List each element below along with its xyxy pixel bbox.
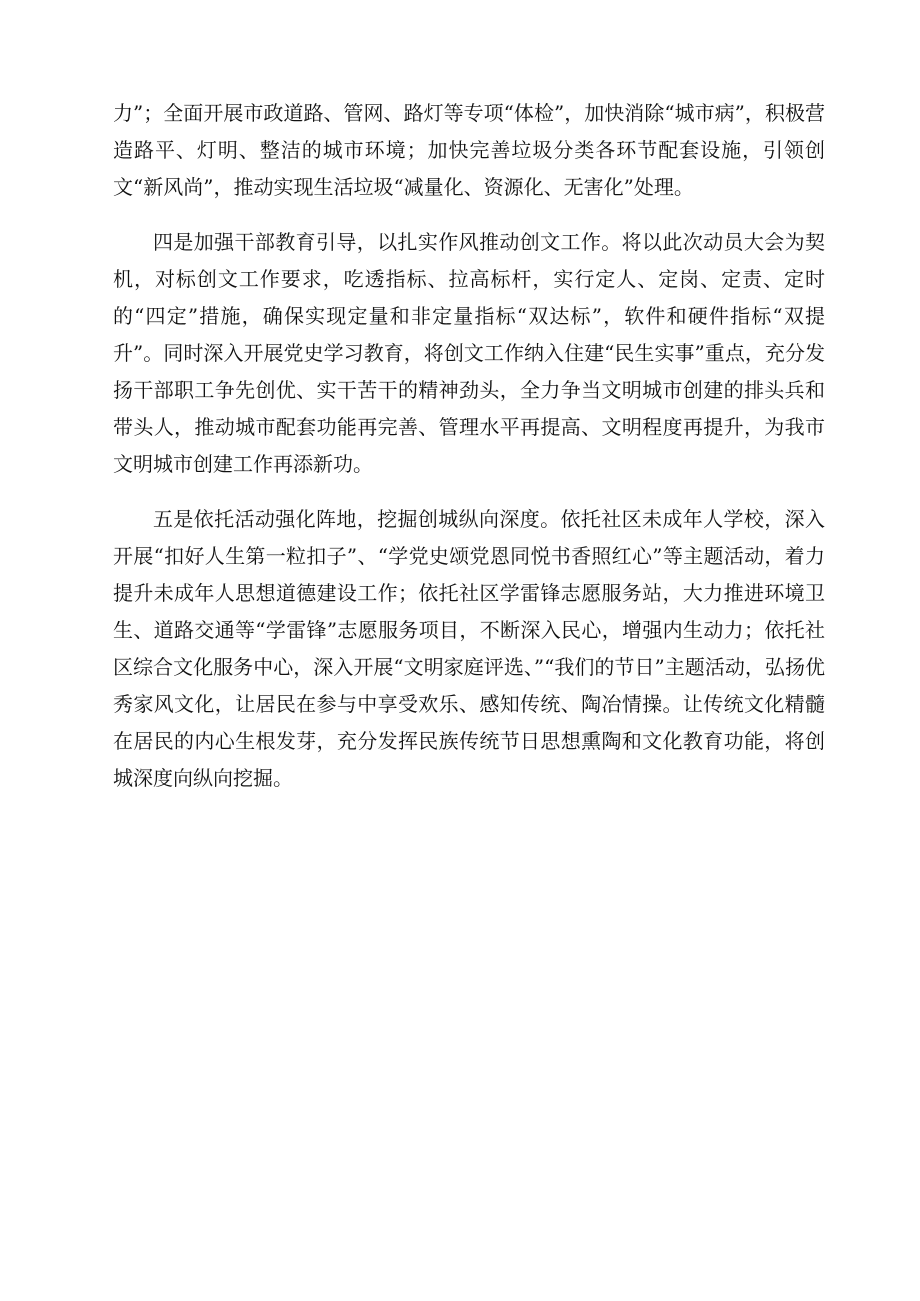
document-body xyxy=(113,95,825,815)
paragraph-activity-positions: 五是依托活动强化阵地，挖掘创城纵向深度。依托社区未成年人学校，深入开展“扣好人生第一粒扣子”、“学党史颂党恩同悦书香照红心”等主题活动，着力提升未成年人思想道德建设工作；依托社区学雷锋志愿服务站，大力推进环境卫生、道路交通等“学雷锋”志愿服务项目，不断深入民心，增强内生动力；依托社区综合文化服务中心，深入开展“文明家庭评选、”“我们的节日”主题活动，弘扬优秀家风文化，让居民在参与中享受欢乐、感知传统、陶冶情操。让传统文化精髓在居民的内心生根发芽，充分发挥民族传统节日思想熏陶和文化教育功能，将创城深度向纵向挖掘。 xyxy=(113,507,825,790)
paragraph-continuation: 力”；全面开展市政道路、管网、路灯等专项“体检”，加快消除“城市病”，积极营造路平、灯明、整洁的城市环境；加快完善垃圾分类各环节配套设施，引领创文“新风尚”，推动实现生活垃圾“减量化、资源化、无害化”处理。 xyxy=(113,101,825,199)
paragraph-cadre-education: 四是加强干部教育引导，以扎实作风推动创文工作。将以此次动员大会为契机，对标创文工作要求，吃透指标、拉高标杆，实行定人、定岗、定责、定时的“四定”措施，确保实现定量和非定量指标“双达标”，软件和硬件指标“双提升”。同时深入开展党史学习教育，将创文工作纳入住建“民生实事”重点，充分发扬干部职工争先创优、实干苦干的精神劲头，全力争当文明城市创建的排头兵和带头人，推动城市配套功能再完善、管理水平再提高、文明程度再提升，为我市文明城市创建工作再添新功。 xyxy=(113,230,825,476)
